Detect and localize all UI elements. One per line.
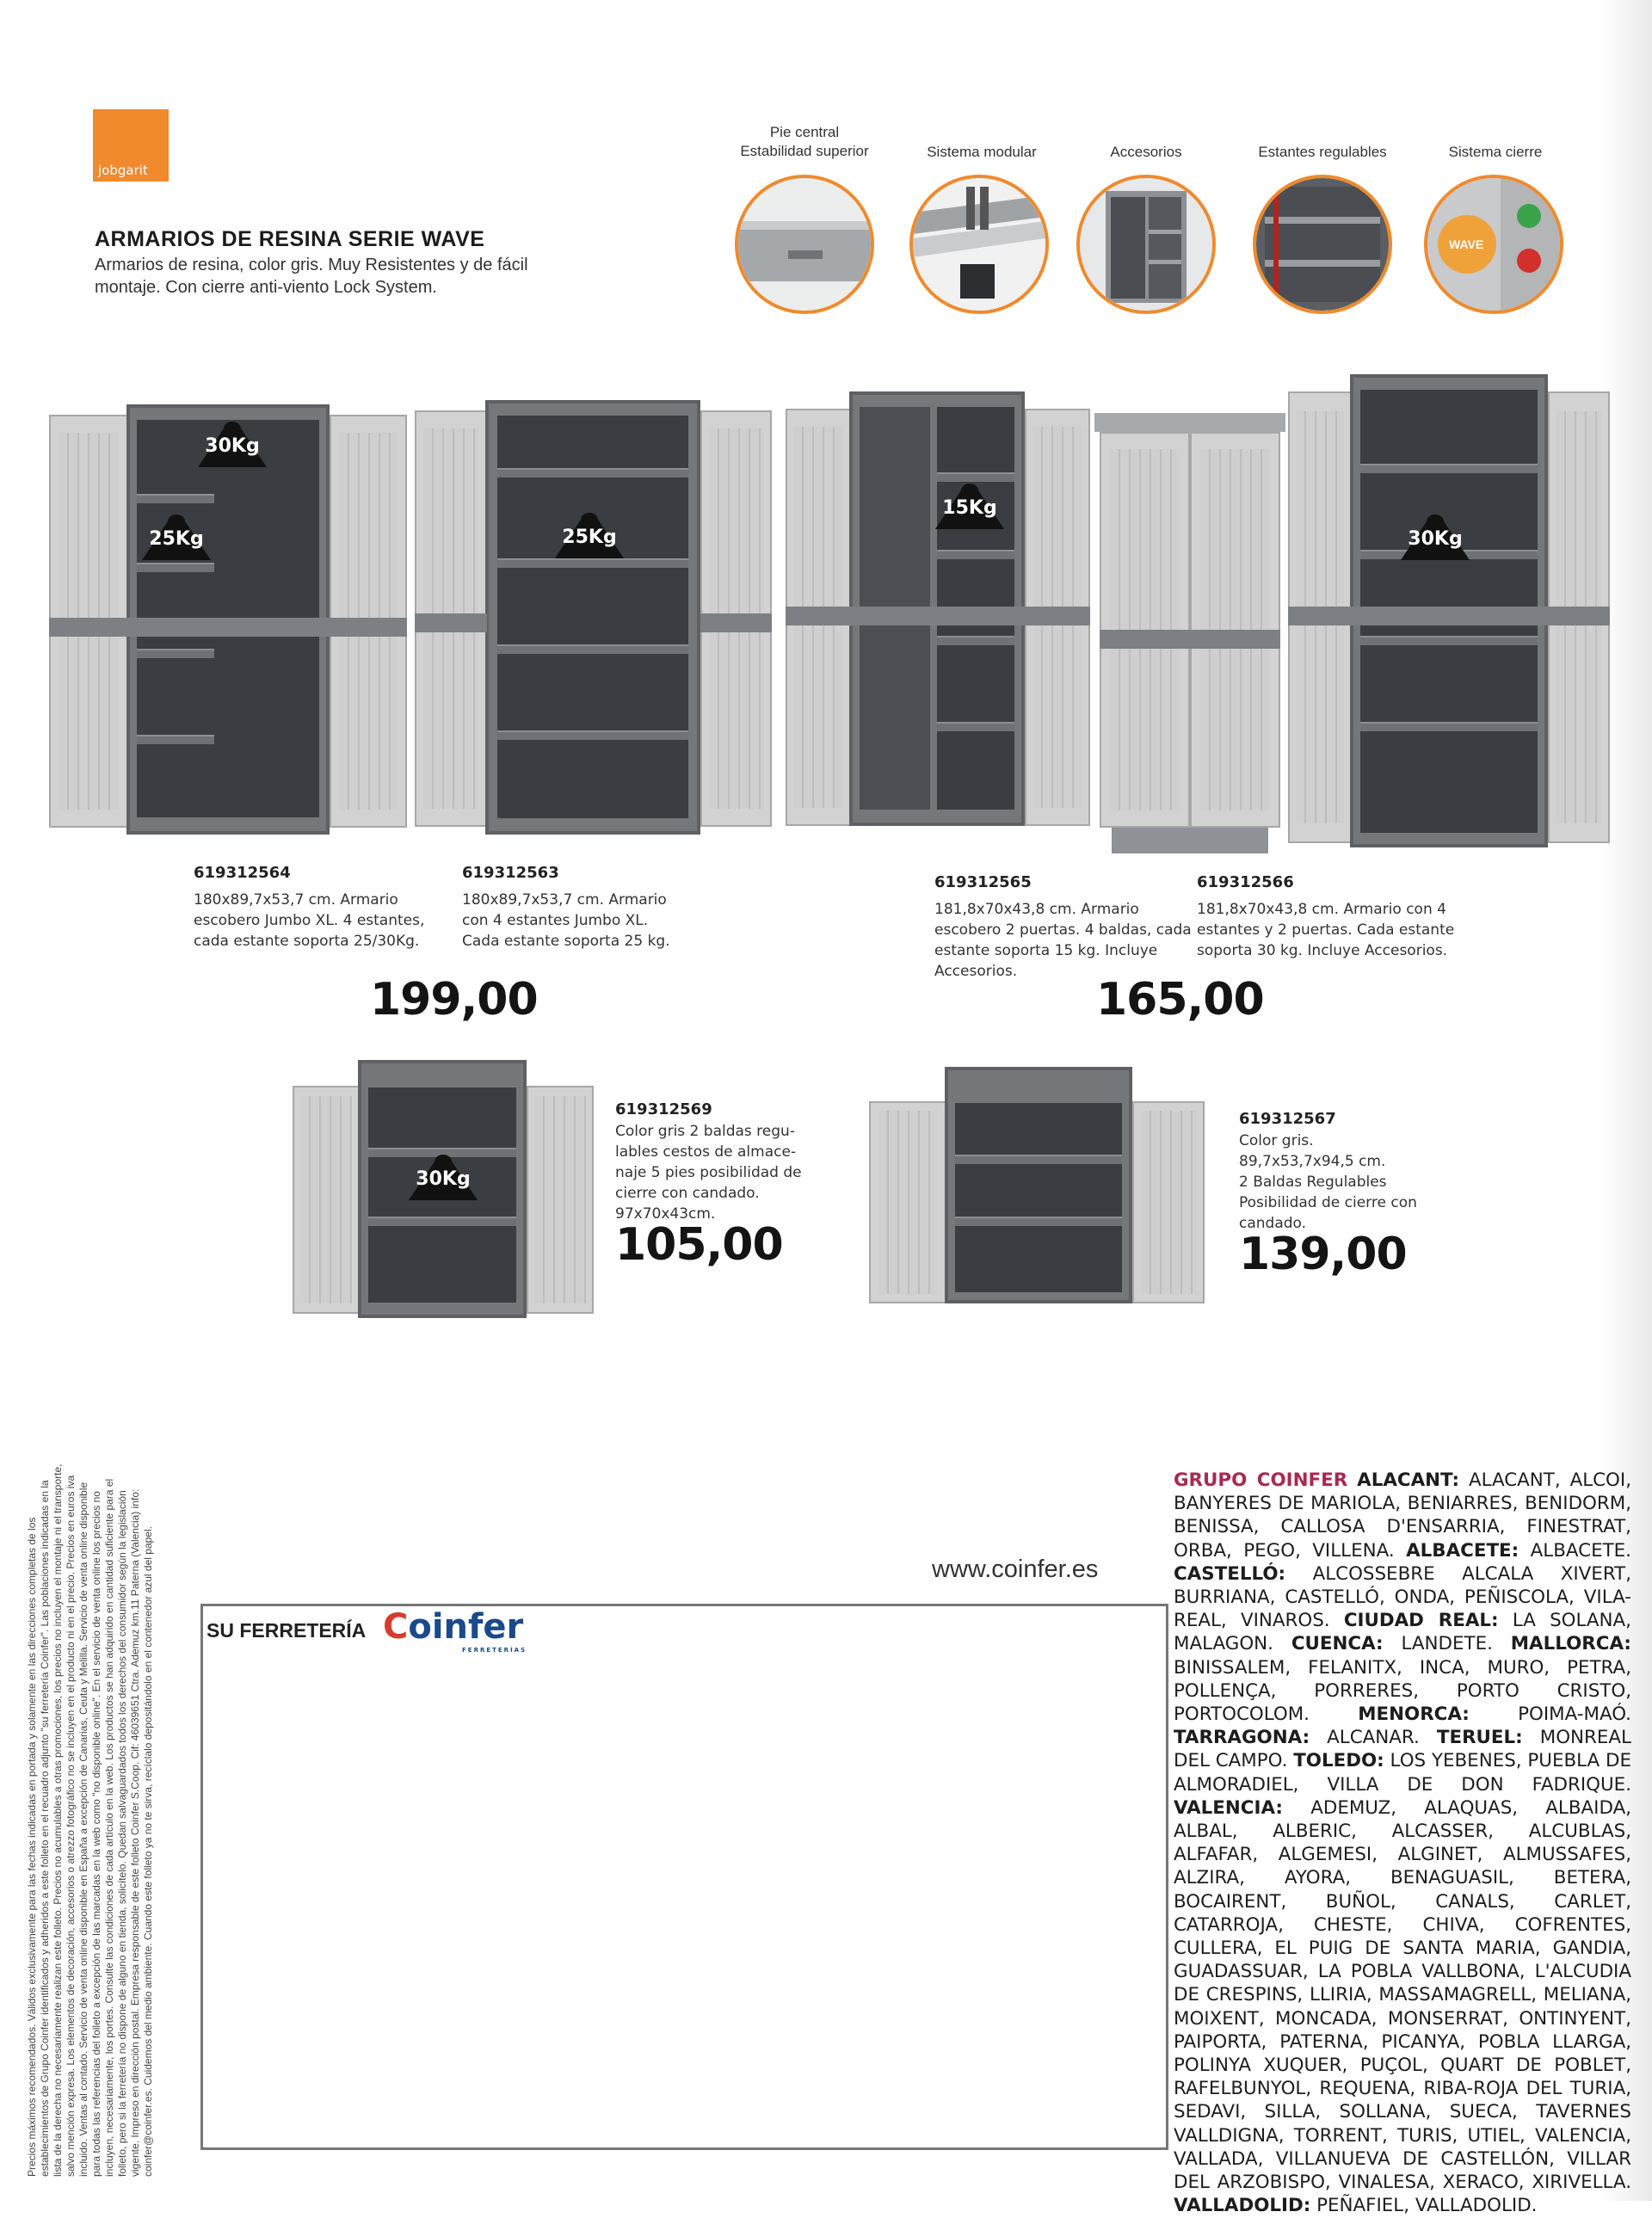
brand-name: jobgarit: [98, 163, 148, 178]
towns-toledo: LOS YEBENES, PUEBLA DE ALMORADIEL, VILLA DE DON FADRIQUE.: [1174, 1750, 1631, 1796]
shelves-illustration: [1256, 178, 1389, 311]
description-line: cada estante soporta 25/30Kg.: [194, 933, 420, 950]
towns-tarragona: ALCANAR.: [1327, 1727, 1420, 1749]
shelf: [1360, 636, 1538, 645]
towns-mallorca: BINISSALEM, FELANITX, INCA, MURO, PETRA, POLLENÇA, PORRERES, PORTO CRISTO, PORTOCOLOM.: [1174, 1656, 1631, 1726]
door-bar: [415, 613, 487, 632]
weight-label: 30Kg: [205, 435, 260, 457]
shelf: [137, 649, 214, 658]
shelf: [137, 494, 214, 503]
central-foot-illustration: [738, 178, 871, 311]
towns-castello: ALCOSSEBRE ALCALA XIVERT, BURRIANA, CASTELLÓ, ONDA, PEÑISCOLA, VILA-REAL, VINAROS.: [1174, 1562, 1631, 1632]
description-line: Accesorios.: [934, 963, 1018, 980]
description-line: naje 5 pies posibilidad de: [615, 1164, 802, 1181]
description-line: Posibilidad de cierre con: [1239, 1194, 1417, 1211]
cabinet-image-619312565: [786, 391, 1090, 830]
description-line: 181,8x70x43,8 cm. Armario con 4: [1197, 901, 1446, 918]
shelf: [497, 468, 688, 477]
door-bar: [49, 618, 407, 637]
description-line: Color gris 2 baldas regu-: [615, 1123, 795, 1140]
product-description: [615, 1121, 802, 1224]
website-url[interactable]: www.coinfer.es: [932, 1556, 1099, 1583]
weight-tag-30kg: [400, 1153, 486, 1204]
region-alacant: ALACANT:: [1357, 1469, 1460, 1491]
shelf: [1360, 722, 1538, 731]
feature-label-line: Estabilidad superior: [740, 143, 869, 159]
feature-label-modular: Sistema modular: [927, 144, 1037, 160]
weight-label: 30Kg: [1408, 528, 1463, 550]
door-bar: [1288, 607, 1610, 625]
cabinet-base: [1112, 828, 1268, 853]
description-line: Armarios de resina, color gris. Muy Resistentes y de fácil: [95, 256, 528, 274]
cabinet-top: [1094, 413, 1285, 432]
region-ciudad-real: CIUDAD REAL:: [1343, 1610, 1499, 1632]
logo-subtitle: FERRETERÍAS: [462, 1647, 527, 1654]
feature-image-adjustable-shelves: [1253, 175, 1392, 314]
description-line: cierre con candado.: [615, 1185, 760, 1202]
region-valladolid: VALLADOLID:: [1174, 2195, 1311, 2217]
sku-619312563: 619312563: [462, 864, 559, 882]
region-toledo: TOLEDO:: [1293, 1750, 1384, 1772]
cabinet-right-door: [1132, 1101, 1205, 1303]
price-199: 199,00: [370, 974, 538, 1026]
lock-system-illustration: [1427, 178, 1560, 311]
description-line: montaje. Con cierre anti-viento Lock System.: [95, 278, 437, 297]
description-line: candado.: [1239, 1215, 1307, 1232]
sku-619312564: 619312564: [194, 864, 291, 882]
door-bar: [1100, 630, 1280, 649]
description-line: 181,8x70x43,8 cm. Armario: [934, 901, 1139, 918]
cabinet-image-619312566: [1288, 374, 1610, 852]
shelf: [1360, 464, 1538, 473]
group-name: GRUPO COINFER: [1174, 1469, 1348, 1491]
modular-system-illustration: [913, 178, 1045, 311]
shelf: [937, 636, 1014, 645]
region-cuenca: CUENCA:: [1291, 1633, 1384, 1655]
description-line: estantes y 2 puertas. Cada estante: [1197, 921, 1455, 939]
weight-label: 25Kg: [562, 527, 617, 548]
description-line: escobero 2 puertas. 4 baldas, cada: [934, 921, 1192, 939]
feature-image-modular: [909, 175, 1049, 314]
towns-teruel: MONREAL DEL CAMPO.: [1174, 1727, 1631, 1772]
region-castello: CASTELLÓ:: [1174, 1562, 1286, 1585]
description-line: Cada estante soporta 25 kg.: [462, 933, 670, 950]
weight-tag-30kg: [189, 420, 275, 471]
weight-tag-25kg: [133, 513, 219, 564]
region-menorca: MENORCA:: [1358, 1704, 1470, 1726]
cabinet-left-door: [293, 1086, 360, 1314]
region-teruel: TERUEL:: [1436, 1727, 1523, 1749]
product-description: [1197, 899, 1454, 961]
feature-image-lock-system: [1424, 175, 1563, 314]
towns-ciudad-real: LA SOLANA, MALAGON.: [1174, 1610, 1631, 1655]
door-bar: [700, 613, 772, 632]
shelf: [137, 735, 214, 744]
logo-text: oinfer: [408, 1607, 524, 1647]
weight-label: 25Kg: [149, 528, 204, 550]
cabinet-right-door: [527, 1086, 594, 1314]
description-line: 180x89,7x53,7 cm. Armario: [194, 891, 398, 909]
feature-label-line: Pie central: [769, 124, 840, 140]
towns-valladolid: PEÑAFIEL, VALLADOLID.: [1316, 2195, 1538, 2217]
sku-619312569: 619312569: [615, 1100, 712, 1118]
region-valencia: VALENCIA:: [1174, 1796, 1283, 1819]
product-description: [934, 899, 1192, 982]
description-line: 2 Baldas Regulables: [1239, 1174, 1387, 1191]
accessories-illustration: [1080, 178, 1212, 311]
brand-logo: [93, 109, 169, 182]
cabinet-body: [485, 400, 700, 835]
feature-label-adjustable-shelves: Estantes regulables: [1258, 144, 1387, 160]
shelf: [937, 472, 1014, 482]
weight-label: 30Kg: [416, 1168, 471, 1190]
page-description: [95, 254, 559, 299]
page-title: ARMARIOS DE RESINA SERIE WAVE: [95, 227, 485, 251]
towns-alacant: ALACANT, ALCOI, BANYERES DE MARIOLA, BENIARRES, BENIDORM, BENISSA, CALLOSA D'ENSARRIA, FINESTRAT, ORBA, PEGO, VILLENA.: [1174, 1469, 1631, 1562]
price-139: 139,00: [1239, 1229, 1407, 1280]
weight-tag-15kg: [927, 482, 1013, 533]
shelf: [955, 1155, 1122, 1164]
description-line: estante soporta 15 kg. Incluye: [934, 942, 1158, 959]
weight-label: 15Kg: [942, 497, 997, 519]
cabinet-interior: [955, 1103, 1122, 1292]
product-description: [462, 890, 670, 952]
description-line: 97x70x43cm.: [615, 1205, 716, 1223]
wave-badge: WAVE: [1449, 237, 1484, 251]
legal-disclaimer: Precios máximos recomendados. Válidos exclusivamente para las fechas indicadas en portada y solamente en las direcciones completas de los establecimientos de Grupo Coinfer identificados y adheridos a este folleto en el recuadro adjunto "su ferretería Coinfer". Las poblaciones indicadas en la lista de la derecha no necesariamente realizan este folleto. Precios no acumulables a otras promociones, los precios no incluyen el montaje ni el transporte, salvo mención expresa. Los elementos de decoración, accesorios o atrezzo fotográfico no se incluyen en el producto ni en el precio. Precios en euros iva incluido. Ventas al contado. Servicio de venta online disponible en España a excepción de Canarias, Ceuta y Melilla. Servicio de venta online disponible para todas las referencias del folleto a excepción de las marcadas en la web como "no disponible online". En el servicio de venta online los precios no incluyen, necesariamente, los portes. Consulte las condiciones de cada artículo en la web. Los productos se han adquirido en cantidad suficiente para el folleto, pero si la ferretería no dispone de alguno en tienda, solicítelo. Quedan salvaguardados todos los derechos del consumidor según la legislación vigente. Impreso en dirección postal. Empresa responsable de este folleto Coinfer S.Coop. Cif: 46039651 Ctra. Ademuz km.11 Paterna (Valencia) info: coinfer@coinfer.es. Cuidemos del medio ambiente. Cuando este folleto ya no te sirva, recíclalo depositándolo en el contenedor azul del papel.: [26, 1463, 154, 2177]
feature-label-lock-system: Sistema cierre: [1448, 144, 1543, 160]
towns-menorca: POIMA-MAÓ.: [1518, 1704, 1631, 1726]
towns-valencia: ADEMUZ, ALAQUAS, ALBAIDA, ALBAL, ALBERIC, ALCASSER, ALCUBLAS, ALFAFAR, ALGEMESI, ALGINET, ALMUSSAFES, ALZIRA, AYORA, BENAGUASIL, BETERA, BOCAIRENT, BUÑOL, CANALS, CARLET, CATARROJA, CHESTE, CHIVA, COFRENTES, CULLERA, EL PUIG DE SANTA MARIA, GANDIA, GUADASSUAR, LA POBLA VALLBONA, L'ALCUDIA DE CRESPINS, LLIRIA, MASSAMAGRELL, MELIANA, MOIXENT, MONCADA, MONSERRAT, ONTINYENT, PAIPORTA, PATERNA, PICANYA, POBLA LLARGA, POLINYA XUQUER, PUÇOL, QUART DE POBLET, RAFELBUNYOL, REQUENA, RIBA-ROJA DEL TURIA, SEDAVI, SILLA, SOLLANA, SUECA, TAVERNES VALLDIGNA, TORRENT, TURIS, UTIEL, VALENCIA, VALLADA, VILLANUEVA DE CASTELLÓN, VILLAR DEL ARZOBISPO, VINALESA, XERACO, XIRIVELLA.: [1174, 1796, 1631, 2194]
shelf: [955, 1217, 1122, 1226]
sku-619312567: 619312567: [1239, 1110, 1336, 1128]
shelf: [937, 550, 1014, 559]
sku-619312565: 619312565: [934, 873, 1032, 891]
region-mallorca: MALLORCA:: [1510, 1633, 1631, 1655]
product-description: [194, 890, 424, 952]
description-line: soporta 30 kg. Incluye Accesorios.: [1197, 942, 1448, 959]
door-bar: [786, 607, 1090, 625]
description-line: lables cestos de almace-: [615, 1143, 797, 1161]
logo-initial: C: [383, 1607, 409, 1647]
weight-tag-30kg: [1392, 513, 1478, 564]
shelf: [497, 730, 688, 740]
weight-tag-25kg: [546, 511, 632, 563]
shelf: [937, 722, 1014, 731]
description-line: Color gris.: [1239, 1132, 1314, 1149]
description-line: 180x89,7x53,7 cm. Armario: [462, 891, 667, 909]
cabinet-image-closed: [1094, 413, 1285, 860]
description-line: con 4 estantes Jumbo XL.: [462, 912, 649, 929]
feature-label-accessories: Accesorios: [1110, 144, 1182, 160]
cabinet-image-619312567: [869, 1067, 1205, 1308]
store-stamp-box: [200, 1604, 1168, 2150]
feature-label-central-foot: [718, 123, 891, 161]
sku-619312566: 619312566: [1197, 873, 1294, 891]
towns-cuenca: LANDETE.: [1401, 1633, 1493, 1655]
store-label: SU FERRETERÍA: [206, 1619, 367, 1642]
cabinet-body: [945, 1067, 1132, 1303]
towns-albacete: ALBACETE.: [1530, 1539, 1631, 1562]
region-albacete: ALBACETE:: [1406, 1539, 1519, 1562]
cabinet-image-619312563: [415, 400, 772, 835]
description-line: 89,7x53,7x94,5 cm.: [1239, 1153, 1386, 1170]
feature-image-central-foot: [735, 175, 874, 314]
product-description: [1239, 1131, 1417, 1234]
region-tarragona: TARRAGONA:: [1174, 1727, 1310, 1749]
price-105: 105,00: [615, 1219, 783, 1271]
description-line: escobero Jumbo XL. 4 estantes,: [194, 912, 425, 929]
shelf: [497, 644, 688, 654]
price-165: 165,00: [1096, 974, 1264, 1026]
shelf: [368, 1217, 516, 1226]
cabinet-left-door: [869, 1101, 946, 1303]
feature-image-accessories: [1076, 175, 1216, 314]
coinfer-logo: [383, 1607, 527, 1654]
store-list: [1174, 1469, 1631, 2218]
